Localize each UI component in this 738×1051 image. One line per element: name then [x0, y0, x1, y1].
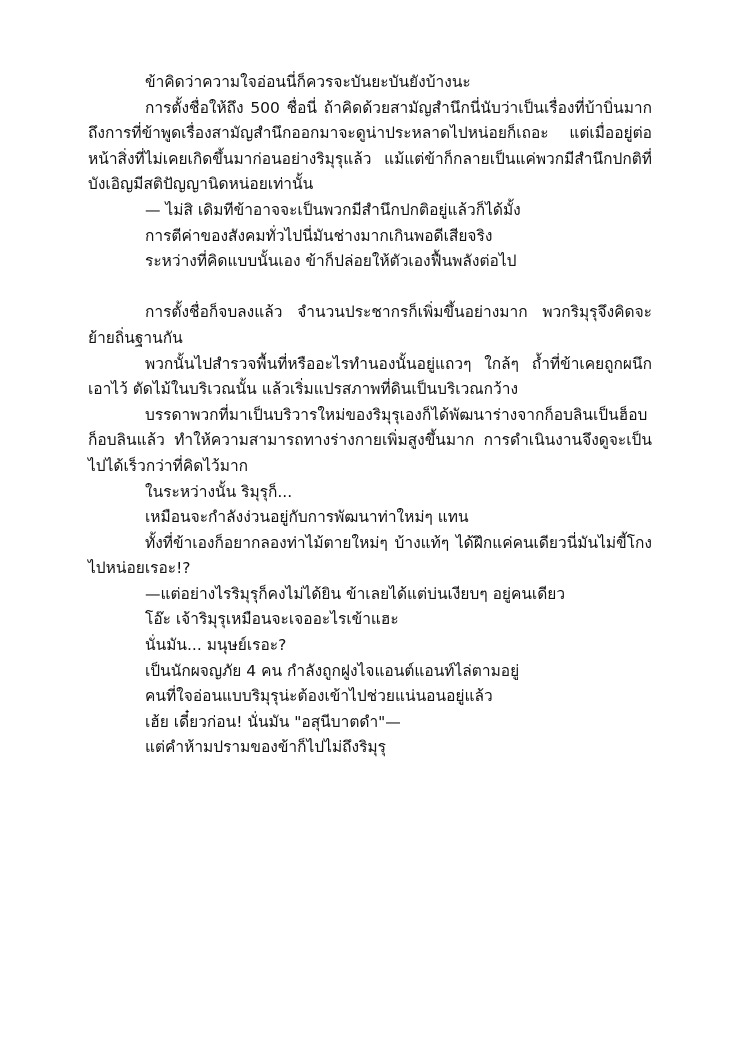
paragraph: บรรดาพวกที่มาเป็นบริวารใหม่ของริมุรุเองก็ได้พัฒนาร่างจากก็อบลินเป็นฮ็อบก็อบลินแล้ว ทำให้ความสามารถทางร่างกายเพิ่มสูงขึ้นมาก การดำเนินงานจึงดูจะเป็นไปได้เร็วกว่าที่คิดไว้มาก	[88, 405, 652, 475]
paragraph: ในระหว่างนั้น ริมุรุก็...	[145, 482, 293, 501]
paragraph: — ไม่สิ เดิมทีข้าอาจจะเป็นพวกมีสำนึกปกติอยู่แล้วก็ได้มั้ง	[145, 200, 521, 219]
paragraph: การตีค่าของสังคมทั่วไปนี่มันช่างมากเกินพอดีเสียจริง	[145, 226, 493, 245]
paragraph: คนที่ใจอ่อนแบบริมุรุน่ะต้องเข้าไปช่วยแน่นอนอยู่แล้ว	[145, 687, 493, 706]
paragraph: —แต่อย่างไรริมุรุก็คงไม่ได้ยิน ข้าเลยได้แต่บ่นเงียบๆ อยู่คนเดียว	[145, 584, 566, 603]
paragraph: พวกนั้นไปสำรวจพื้นที่หรืออะไรทำนองนั้นอยู่แถวๆ ใกล้ๆ ถ้ำที่ข้าเคยถูกผนึกเอาไว้ ตัดไม้ในบริเวณนั้น แล้วเริ่มแปรสภาพที่ดินเป็นบริเวณกว้าง	[88, 354, 652, 399]
paragraph: ข้าคิดว่าความใจอ่อนนี่ก็ควรจะบันยะบันยังบ้างนะ	[145, 73, 471, 91]
paragraph: การตั้งชื่อให้ถึง 500 ชื่อนี่ ถ้าคิดด้วยสามัญสำนึกนี่นับว่าเป็นเรื่องที่บ้าบิ่นมาก ถึงการที่ข้าพูดเรื่องสามัญสำนึกออกมาจะดูน่าประหลาดไปหน่อยก็เถอะ แต่เมื่ออยู่ต่อหน้าสิ่งที่ไม่เคยเกิดขึ้นมาก่อนอย่างริมุรุแล้ว แม้แต่ข้าก็กลายเป็นแค่พวกมีสำนึกปกติที่บังเอิญมีสติปัญญานิดหน่อยเท่านั้น	[88, 98, 652, 194]
paragraph: ทั้งที่ข้าเองก็อยากลองท่าไม้ตายใหม่ๆ บ้างแท้ๆ ได้ฝึกแค่คนเดียวนี่มันไม่ขี้โกงไปหน่อยเรอะ!?	[88, 533, 652, 578]
paragraph-spacer	[88, 275, 652, 301]
paragraph: ระหว่างที่คิดแบบนั้นเอง ข้าก็ปล่อยให้ตัวเองฟื้นพลังต่อไป	[145, 252, 517, 271]
paragraph: เหมือนจะกำลังง่วนอยู่กับการพัฒนาท่าใหม่ๆ แทน	[145, 508, 469, 527]
document-page	[88, 70, 652, 761]
paragraph: เฮ้ย เดี๋ยวก่อน! นั่นมัน "อสุนีบาตดำ"—	[145, 712, 401, 731]
paragraph: แต่คำห้ามปรามของข้าก็ไปไม่ถึงริมุรุ	[145, 738, 386, 757]
paragraph: โอ๊ะ เจ้าริมุรุเหมือนจะเจออะไรเข้าแฮะ	[145, 610, 399, 629]
paragraph: การตั้งชื่อก็จบลงแล้ว จำนวนประชากรก็เพิ่มขึ้นอย่างมาก พวกริมุรุจึงคิดจะย้ายถิ่นฐานกัน	[88, 303, 652, 347]
paragraph: นั่นมัน... มนุษย์เรอะ?	[145, 636, 287, 655]
paragraph: เป็นนักผจญภัย 4 คน กำลังถูกฝูงไจแอนต์แอนท์ไล่ตามอยู่	[145, 661, 520, 680]
